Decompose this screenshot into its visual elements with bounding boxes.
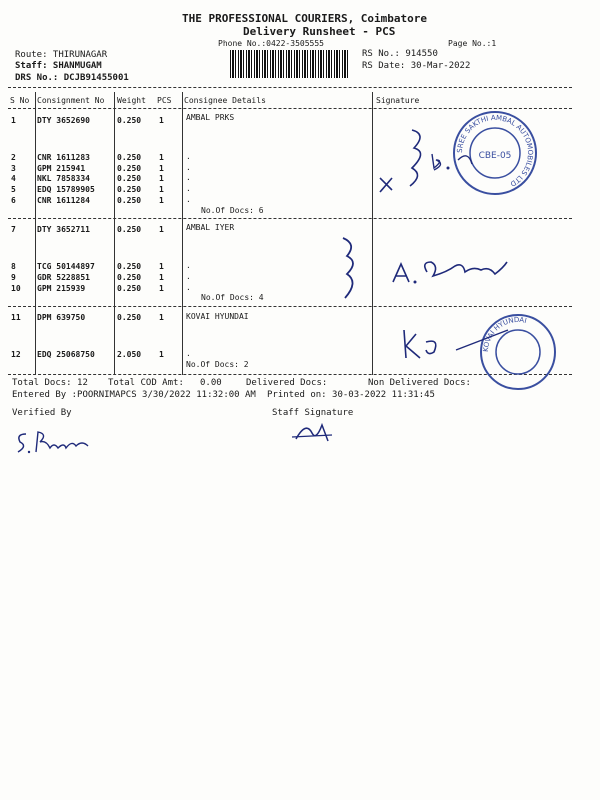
row-weight: 0.250 (117, 196, 142, 205)
row-consignee: . (186, 272, 191, 281)
divider (8, 306, 572, 307)
row-consignee: . (186, 152, 191, 161)
row-consignee: . (186, 173, 191, 182)
row-consignee: . (186, 195, 191, 204)
row-consignee: . (186, 283, 191, 292)
row-pcs: 1 (159, 225, 164, 234)
total-cod-value: 0.00 (200, 378, 222, 388)
row-pcs: 1 (159, 273, 164, 282)
row-consignment: NKL 7858334 (37, 174, 90, 183)
verified-by-label: Verified By (12, 408, 72, 418)
row-weight: 0.250 (117, 313, 142, 322)
row-consignment: CNR 1611283 (37, 153, 90, 162)
row-sno: 12 (11, 350, 21, 359)
row-consignee: . (186, 184, 191, 193)
row-pcs: 1 (159, 116, 164, 125)
row-consignee: . (186, 261, 191, 270)
total-cod-label: Total COD Amt: (108, 378, 184, 388)
row-sno: 11 (11, 313, 21, 322)
route: Route: THIRUNAGAR (15, 50, 108, 60)
staff: Staff: SHANMUGAM (15, 61, 102, 71)
phone-number: Phone No.:0422-3505555 (218, 39, 324, 48)
row-weight: 0.250 (117, 225, 142, 234)
row-consignment: GDR 5228851 (37, 273, 90, 282)
row-consignment: DPM 639750 (37, 313, 86, 322)
row-consignee: AMBAL PRKS (186, 113, 235, 122)
row-consignment: DTY 3652690 (37, 116, 90, 125)
col-pcs: PCS (157, 96, 172, 105)
row-consignment: GPM 215941 (37, 164, 86, 173)
row-pcs: 1 (159, 284, 164, 293)
sheet-title: Delivery Runsheet - PCS (243, 25, 396, 38)
divider (8, 218, 572, 219)
row-pcs: 1 (159, 313, 164, 322)
row-consignment: EDQ 15789905 (37, 185, 95, 194)
row-sno: 5 (11, 185, 16, 194)
row-weight: 0.250 (117, 284, 142, 293)
row-sno: 3 (11, 164, 16, 173)
column-line (182, 92, 183, 375)
stamp-outer-text: KOVAI HYUNDAI (481, 315, 528, 353)
row-sno: 7 (11, 225, 16, 234)
verifier-signature (12, 420, 102, 460)
row-weight: 0.250 (117, 174, 142, 183)
col-signature: Signature (376, 96, 420, 105)
row-consignment: TCG 50144897 (37, 262, 95, 271)
divider (8, 87, 572, 88)
docs-count: No.Of Docs: 4 (201, 293, 264, 302)
row-consignment: EDQ 25068750 (37, 350, 95, 359)
row-sno: 1 (11, 116, 16, 125)
staff-signature-label: Staff Signature (272, 408, 354, 418)
row-consignment: DTY 3652711 (37, 225, 90, 234)
row-pcs: 1 (159, 164, 164, 173)
col-sno: S No (10, 96, 30, 105)
row-pcs: 1 (159, 153, 164, 162)
row-sno: 10 (11, 284, 21, 293)
drs-number: DRS No.: DCJB91455001 (15, 73, 129, 83)
signature-1 (372, 120, 482, 200)
row-weight: 0.250 (117, 116, 142, 125)
row-pcs: 1 (159, 185, 164, 194)
docs-count: No.Of Docs: 2 (186, 360, 249, 369)
entered-by: Entered By :POORNIMAPCS 3/30/2022 11:32:00 AM (12, 390, 256, 400)
signature-3 (400, 322, 510, 368)
row-weight: 0.250 (117, 273, 142, 282)
row-consignee: . (186, 163, 191, 172)
row-sno: 6 (11, 196, 16, 205)
row-consignment: GPM 215939 (37, 284, 86, 293)
row-pcs: 1 (159, 350, 164, 359)
col-weight: Weight (117, 96, 146, 105)
stamp-outer-text: SREE SAKTHI AMBAL AUTOMOBILES LTD (455, 113, 535, 188)
docs-count: No.Of Docs: 6 (201, 206, 264, 215)
row-sno: 4 (11, 174, 16, 183)
signature-2 (335, 232, 525, 304)
row-weight: 0.250 (117, 153, 142, 162)
non-delivered-docs: Non Delivered Docs: (368, 378, 471, 388)
delivered-docs: Delivered Docs: (246, 378, 328, 388)
row-weight: 0.250 (117, 262, 142, 271)
row-sno: 9 (11, 273, 16, 282)
row-pcs: 1 (159, 262, 164, 271)
column-line (114, 92, 115, 375)
page-number: Page No.:1 (448, 39, 497, 48)
stamp-center-text: CBE-05 (478, 151, 512, 161)
row-weight: 0.250 (117, 185, 142, 194)
barcode (230, 50, 350, 78)
row-weight: 2.050 (117, 350, 142, 359)
total-docs: Total Docs: 12 (12, 378, 88, 388)
rs-number: RS No.: 914550 (362, 49, 438, 59)
column-line (35, 92, 36, 375)
row-pcs: 1 (159, 196, 164, 205)
staff-signature-mark (288, 415, 348, 445)
col-consignment: Consignment No (37, 96, 105, 105)
row-weight: 0.250 (117, 164, 142, 173)
row-consignee: . (186, 349, 191, 358)
printed-on: Printed on: 30-03-2022 11:31:45 (267, 390, 435, 400)
row-sno: 2 (11, 153, 16, 162)
row-sno: 8 (11, 262, 16, 271)
row-consignee: AMBAL IYER (186, 223, 235, 232)
col-consignee: Consignee Details (184, 96, 266, 105)
rs-date: RS Date: 30-Mar-2022 (362, 61, 471, 71)
company-name: THE PROFESSIONAL COURIERS, Coimbatore (182, 12, 428, 25)
row-consignment: CNR 1611284 (37, 196, 90, 205)
row-pcs: 1 (159, 174, 164, 183)
row-consignee: KOVAI HYUNDAI (186, 312, 249, 321)
